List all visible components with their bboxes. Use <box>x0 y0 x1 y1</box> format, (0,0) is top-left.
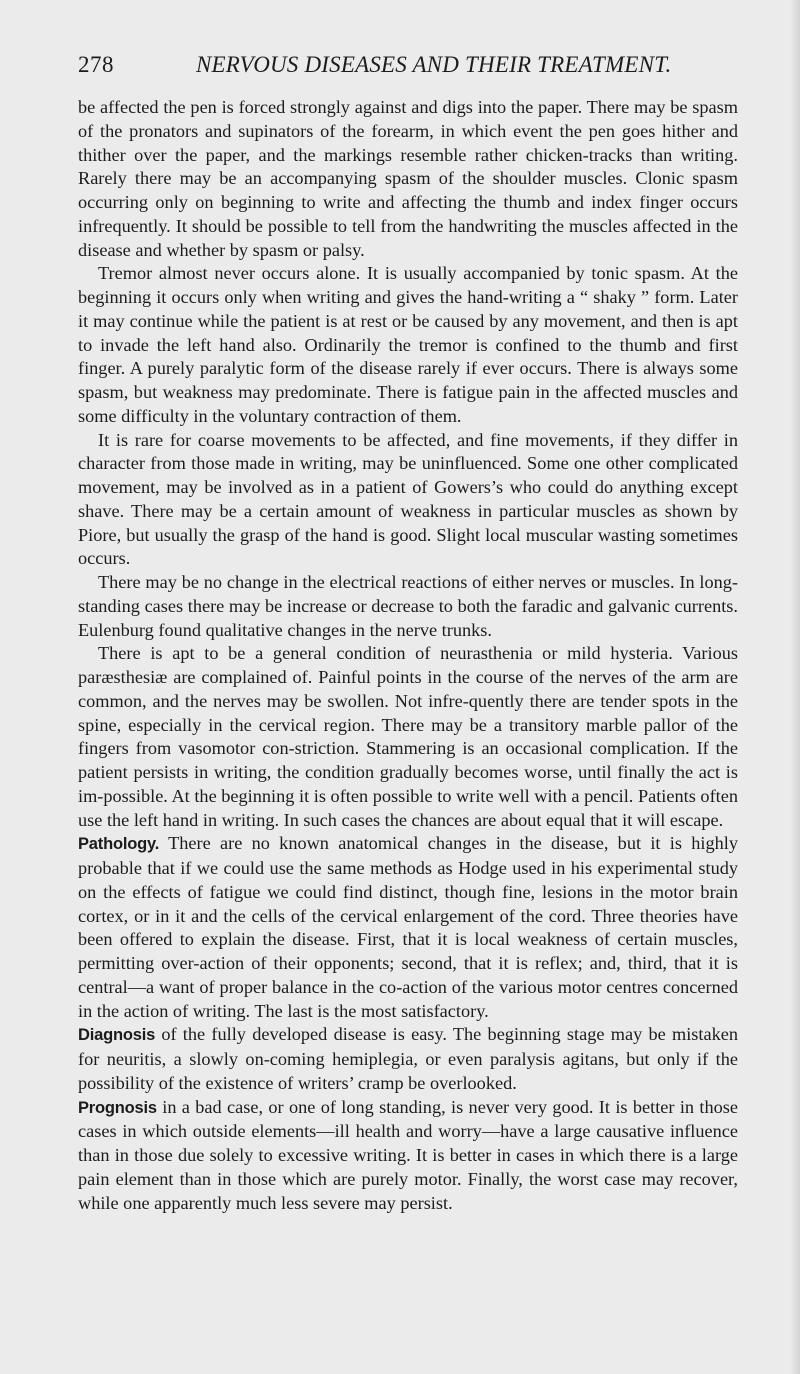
pathology-text: There are no known anatomical changes in the disease, but it is highly probable that if we could use the same methods as Hodge used in his experimental study on the effects of fatigue we could find distinct, though fine, lesions in the motor brain cortex, or in it and the cells of the cervical enlargement of the cord. Three theories have been offered to explain the disease. First, that it is local weakness of certain muscles, permitting over-action of their opponents; second, that it is reflex; and, third, that it is central—a want of proper balance in the co-action of the various motor centres concerned in the action of writing. The last is the most satisfactory. <box>78 833 738 1021</box>
paragraph-prognosis <box>78 1096 738 1216</box>
paragraph-movements: It is rare for coarse movements to be affected, and fine movements, if they differ in character from those made in writing, may be uninfluenced. Some one other complicated movement, may be involved as in a patient of Gowers’s who could do anything except shave. There may be a certain amount of weakness in particular muscles as shown by Piore, but usually the grasp of the hand is good. Slight local muscular wasting sometimes occurs. <box>78 429 738 569</box>
paragraph-tremor: Tremor almost never occurs alone. It is usually accompanied by tonic spasm. At the beginning it occurs only when writing and gives the hand-writing a “ shaky ” form. Later it may continue while the patient is at rest or be caused by any movement, and then is apt to invade the left hand also. Ordinarily the tremor is confined to the thumb and first finger. A purely paralytic form of the disease rarely if ever occurs. There is always some spasm, but weakness may predominate. There is fatigue pain in the affected muscles and some difficulty in the voluntary contraction of them. <box>78 263 738 426</box>
diagnosis-text: of the fully developed disease is easy. The beginning stage may be mistaken for neuritis, a slowly on-coming hemiplegia, or even paralysis agitans, but only if the possibility of the existence of writers’ cramp be overlooked. <box>78 1024 738 1093</box>
paragraph-handwriting-spasm: be affected the pen is forced strongly against and digs into the paper. There may be spasm of the pronators and supinators of the forearm, in which event the pen goes hither and thither over the paper, and the markings resemble rather chicken-tracks than writing. Rarely there may be an accompanying spasm of the shoulder muscles. Clonic spasm occurring only on beginning to write and affecting the thumb and index finger occurs infrequently. It should be possible to tell from the handwriting the muscles affected in the disease and whether by spasm or palsy. <box>78 97 738 260</box>
pathology-heading: Pathology. <box>78 835 160 854</box>
running-head <box>78 50 738 80</box>
prognosis-text: in a bad case, or one of long standing, is never very good. It is better in those cases in which outside elements—ill health and worry—have a large causative influence than in those due solely to excessive writing. It is better in cases in which there is a large pain element than in those which are purely motor. Finally, the worst case may recover, while one apparently much less severe may persist. <box>78 1096 738 1213</box>
page-edge-shadow <box>790 0 800 1374</box>
body-text <box>78 96 738 1215</box>
prognosis-heading: Prognosis <box>78 1098 157 1117</box>
diagnosis-heading: Diagnosis <box>78 1026 156 1045</box>
paragraph-neurasthenia: There is apt to be a general condition of neurasthenia or mild hysteria. Various paræsthesiæ are complained of. Painful points in the course of the nerves of the arm are common, and the nerves may be swollen. Not infre-quently there are tender spots in the spine, especially in the cervical region. There may be a transitory marble pallor of the fingers from vasomotor con-striction. Stammering is an occasional complication. If the patient persists in writing, the condition gradually becomes worse, until finally the act is im-possible. At the beginning it is often possible to write well with a pencil. Patients often use the left hand in writing. In such cases the chances are about equal that it will escape. <box>78 643 738 830</box>
paragraph-electrical-reactions: There may be no change in the electrical reactions of either nerves or muscles. In long-standing cases there may be increase or decrease to both the faradic and galvanic currents. Eulenburg found qualitative changes in the nerve trunks. <box>78 572 738 640</box>
paragraph-diagnosis <box>78 1023 738 1095</box>
running-title: NERVOUS DISEASES AND THEIR TREATMENT. <box>196 52 672 77</box>
paragraph-pathology <box>78 832 738 1023</box>
page-number: 278 <box>78 52 114 77</box>
